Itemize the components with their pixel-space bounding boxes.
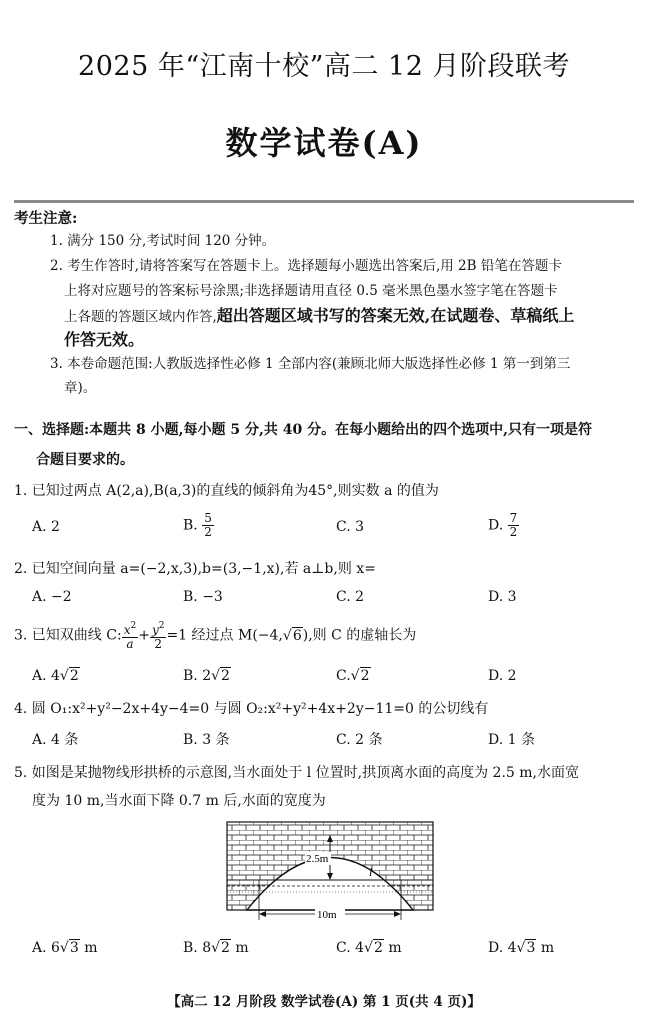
q3-x-var: x [123, 623, 131, 637]
notice-item-2-line4 [64, 327, 144, 354]
q3-fraction-x-den [122, 638, 139, 651]
q5-a-sqrt: √3 [59, 940, 79, 956]
q1-d-denominator: 2 [509, 525, 518, 539]
q3-b-sqrt-value: 2 [221, 668, 230, 684]
q3-option-d: D. 2 [488, 668, 517, 684]
q1-option-c: C. 3 [336, 519, 365, 535]
q5-a-label: A. 6 [32, 940, 60, 956]
q3-a-label: A. 4 [32, 668, 60, 684]
l-label: l [369, 865, 373, 879]
q4-option-a: A. 4 条 [32, 732, 79, 748]
q4-option-b: B. 3 条 [183, 732, 230, 748]
question-5-line2: 度为 10 m,当水面下降 0.7 m 后,水面的宽度为 [32, 793, 326, 809]
notice-item-1: 1. 满分 150 分,考试时间 120 分钟。 [50, 233, 276, 249]
section-heading-line2: 合题目要求的。 [36, 452, 134, 468]
q1-option-b-fraction [202, 512, 214, 539]
q3-c-label: C. [336, 668, 351, 684]
q3-a-sqrt: √2 [59, 668, 79, 684]
q3-fraction-x-num [122, 620, 139, 638]
q2-option-c: C. 2 [336, 589, 365, 605]
q5-b-label: B. 8 [183, 940, 212, 956]
q5-option-a [32, 940, 98, 956]
q3-stem-end: ),则 C 的虚轴长为 [302, 627, 417, 644]
q1-option-d-label: D. [488, 517, 504, 534]
q3-b-sqrt: √2 [211, 668, 230, 684]
q3-c-sqrt-value: 2 [360, 668, 370, 684]
height-label: 2.5m [306, 853, 329, 865]
q5-c-sqrt: √2 [364, 940, 383, 956]
q3-option-c [336, 668, 371, 684]
notice-item-3-line1: 3. 本卷命题范围:人教版选择性必修 1 全部内容(兼顾北师大版选择性必修 1 第一到第三 [50, 356, 571, 372]
q1-option-a: A. 2 [32, 519, 60, 535]
notice-heading: 考生注意: [14, 210, 78, 227]
q3-stem-mid: =1 经过点 M(−4, [166, 627, 283, 644]
q5-b-unit: m [230, 940, 249, 956]
q5-option-d [488, 940, 554, 956]
q3-x-sq: 2 [130, 621, 137, 631]
q5-b-sqrt-value: 2 [221, 940, 230, 956]
q3-fraction-y-num [150, 620, 167, 638]
notice-item-2-line2: 上将对应题号的答案标号涂黑;非选择题请用直径 0.5 毫米黑色墨水签字笔在答题卡 [64, 283, 558, 299]
width-arrow-right [394, 911, 401, 917]
notice-item-2-line3-text: 上各题的答题区域内作答, [64, 309, 217, 325]
section-heading [14, 415, 634, 475]
q3-y-var: y [151, 623, 159, 637]
q2-option-d: D. 3 [488, 589, 517, 605]
q3-sqrt-six-value: 6 [292, 627, 302, 644]
q5-c-sqrt-value: 2 [373, 940, 383, 956]
q3-option-b [183, 668, 231, 684]
q1-option-b [183, 512, 214, 539]
q1-option-d [488, 512, 519, 539]
q3-c-sqrt: √2 [350, 668, 370, 684]
q4-option-d: D. 1 条 [488, 732, 535, 748]
q5-d-unit: m [536, 940, 555, 956]
q2-option-a: A. −2 [32, 589, 72, 605]
q3-a-sqrt-value: 2 [69, 668, 79, 684]
q2-option-b: B. −3 [183, 589, 223, 605]
question-4-stem: 4. 圆 O₁:x²+y²−2x+4y−4=0 与圆 O₂:x²+y²+4x+2y−11=0 的公切线有 [14, 701, 489, 717]
q3-option-a [32, 668, 80, 684]
question-2-stem: 2. 已知空间向量 a=(−2,x,3),b=(3,−1,x),若 a⊥b,则 x= [14, 561, 376, 577]
notice-item-3-line2: 章)。 [64, 380, 97, 396]
q3-fraction-y-den: 2 [154, 637, 163, 651]
q3-y-sq: 2 [158, 621, 165, 631]
question-5-line1: 5. 如图是某抛物线形拱桥的示意图,当水面处于 l 位置时,拱顶离水面的高度为 2.5 m,水面宽 [14, 765, 579, 781]
q3-a-var: a [126, 637, 134, 651]
q4-option-c: C. 2 条 [336, 732, 383, 748]
q1-option-b-label: B. [183, 517, 198, 534]
q1-b-numerator: 5 [204, 511, 212, 525]
q5-c-unit: m [383, 940, 402, 956]
notice-emphasis-end: 作答无效。 [64, 330, 145, 349]
question-1-stem: 1. 已知过两点 A(2,a),B(a,3)的直线的倾斜角为45°,则实数 a 的值为 [14, 483, 439, 499]
q5-c-label: C. 4 [336, 940, 365, 956]
q3-fraction-y [150, 620, 167, 651]
arch-bridge-figure [225, 820, 435, 925]
q3-b-label: B. 2 [183, 668, 212, 684]
section-heading-line1: 一、选择题:本题共 8 小题,每小题 5 分,共 40 分。在每小题给出的四个选项中,只有一项是符 [14, 422, 592, 438]
q5-d-label: D. 4 [488, 940, 517, 956]
width-arrow-left [259, 911, 266, 917]
q1-d-numerator: 7 [509, 511, 518, 525]
q5-d-sqrt: √3 [516, 940, 536, 956]
width-label: 10m [317, 909, 337, 921]
exam-subtitle: 数学试卷(A) [225, 124, 423, 162]
q5-option-b [183, 940, 249, 956]
q3-stem-start: 3. 已知双曲线 C: [14, 627, 122, 644]
q5-a-unit: m [79, 940, 98, 956]
exam-title: 2025 年“江南十校”高二 12 月阶段联考 [78, 51, 570, 82]
notice-emphasis: 超出答题区域书写的答案无效,在试题卷、草稿纸上 [216, 306, 575, 325]
notice-item-2-line1: 2. 考生作答时,请将答案写在答题卡上。选择题每小题选出答案后,用 2B 铅笔在答题卡 [50, 258, 562, 274]
q5-a-sqrt-value: 3 [69, 940, 79, 956]
question-3-stem: 3. 已知双曲线 C: $\frac{x^2}{a}$ + $\frac{y^2}{2}$ =1 经过点 M(−4,√6),则 C 的虚轴长为 [14, 621, 417, 651]
q5-d-sqrt-value: 3 [526, 940, 536, 956]
q3-sqrt-six: √6 [282, 627, 302, 644]
q5-option-c [336, 940, 402, 956]
q1-option-d-fraction [508, 512, 520, 539]
q3-fraction-x [122, 620, 139, 651]
q1-b-denominator: 2 [204, 525, 212, 539]
notice-item-2-line3 [64, 303, 574, 330]
header-divider [14, 200, 634, 203]
q5-b-sqrt: √2 [211, 940, 230, 956]
page-footer: 【高二 12 月阶段 数学试卷(A) 第 1 页(共 4 页)】 [167, 994, 481, 1010]
